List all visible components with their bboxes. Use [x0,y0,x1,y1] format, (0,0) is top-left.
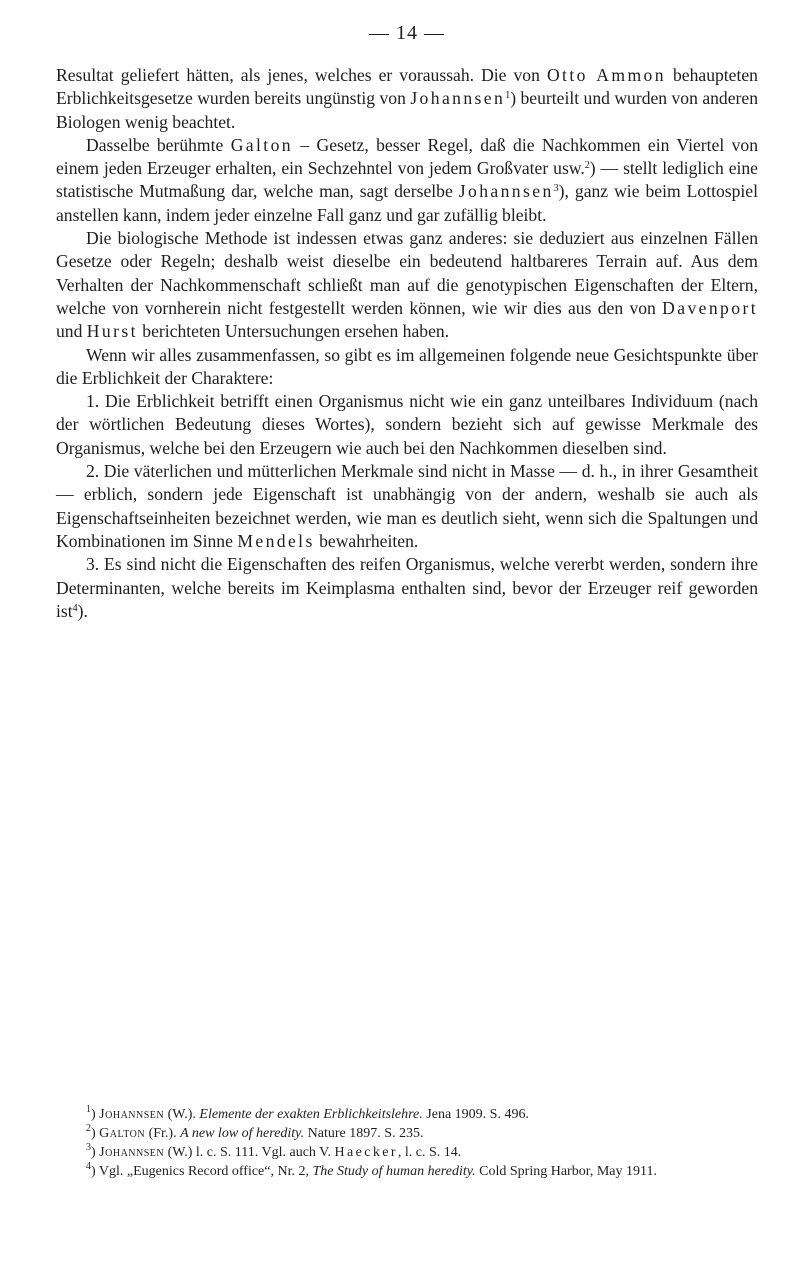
footnote [56,1143,758,1162]
text-run: Wenn wir alles zusammenfassen, so gibt es im allgemeinen folgende neue Gesichtspunkte über die Erblichkeit der Charaktere: [56,344,758,388]
text-run: 3. Es sind nicht die Eigenschaften des reifen Organismus, welche vererbt werden, sondern ihre Determinanten, welche bereits im Keimplasma enthalten sind, bevor der Erzeuger reif geworden ist [56,554,758,621]
footnote-marker: 4 [72,602,78,614]
body-text [56,64,758,623]
spaced-name: Johannsen [458,181,554,202]
text-run: ) — stellt lediglich eine statistische Mutmaßung dar, welche man, sagt derselbe [56,158,758,202]
paragraph [56,390,758,460]
text-run: und [56,321,87,342]
paragraph [56,227,758,343]
spaced-name: Davenport [662,297,758,318]
page-number: — 14 — [369,22,445,44]
text-run: Cold Spring Harbor, May 1911. [475,1164,657,1179]
text-run: , l. c. S. 14. [397,1145,462,1160]
footnote [56,1105,758,1124]
text-run: Nature 1897. S. 235. [304,1126,424,1141]
text-run: Jena 1909. S. 496. [422,1107,529,1122]
text-run: bewahrheiten. [314,530,419,551]
text-run: (W.). [164,1107,200,1122]
footnote-marker: 2 [86,1123,91,1134]
paragraph [56,553,758,623]
text-run: ). [77,600,88,621]
footnote-marker: 1 [86,1104,91,1115]
spaced-name: Mendels [237,530,315,551]
spaced-name: Haecker [334,1145,398,1160]
text-run: (W.) l. c. S. 111. Vgl. auch V. [164,1145,335,1160]
text-run: Die biologische Methode ist indessen etwas ganz anderes: sie deduziert aus einzelnen Fällen Gesetze oder Regeln; deshalb weist dieselbe ein bedeutend haltbareres Terrain auf. Aus dem Verhalten der Nachkommenschaft schließt man auf die genotypischen Eigenschaften der Eltern, welche von vornherein nicht festgestellt werden können, wie wir dies aus den von [56,228,758,318]
footnote-marker: 4 [86,1161,91,1172]
text-run: ), ganz wie beim Lottospiel anstellen kann, indem jeder einzelne Fall ganz und gar zufällig bleibt. [56,181,758,225]
paragraph [56,344,758,391]
author-name: Johannsen [99,1107,165,1122]
author-name: Galton [99,1126,146,1141]
text-run: ) beurteilt und wurden von anderen Biologen wenig beachtet. [56,88,758,132]
text-run: ) [91,1107,100,1122]
text-run: behaupteten Erblichkeitsgesetze wurden bereits ungünstig von [56,65,758,109]
spaced-name: Otto Ammon [546,65,666,85]
spaced-name: Hurst [86,321,138,342]
spaced-name: Johannsen [410,88,506,109]
paragraph [56,134,758,227]
work-title: The Study of human heredity. [312,1164,476,1179]
text-run: (Fr.). [145,1126,181,1141]
text-run: – Gesetz, besser Regel, daß die Nachkommen ein Viertel von einem jeden Erzeuger erhalten, ein Sechzehntel von jedem Großvater usw. [56,134,759,179]
text-run: Dasselbe berühmte [86,134,231,155]
author-name: Johannsen [99,1145,165,1160]
footnote-marker: 1 [505,90,511,102]
text-run: Resultat geliefert hätten, als jenes, welches er voraussah. Die von [56,65,547,85]
footnote-marker: 3 [86,1142,91,1153]
footnote-marker: 3 [553,183,559,195]
footnote-marker: 2 [584,160,590,172]
footnotes [56,1105,758,1181]
text-run: ) [91,1145,100,1160]
paragraph [56,64,758,134]
work-title: Elemente der exakten Erblichkeitslehre. [199,1107,423,1122]
text-run: 2. Die väterlichen und mütterlichen Merkmale sind nicht in Masse — d. h., in ihrer Gesamtheit — erblich, sondern jede Eigenschaft ist unabhängig von der andern, weshalb sie auch als Eigenschaftseinheiten bezeichnet werden, wie man es deutlich sieht, wenn sich die Spaltungen und Kombinationen im Sinne [56,461,758,551]
text-run: 1. Die Erblichkeit betrifft einen Organismus nicht wie ein ganz unteilbares Individuum (nach der wörtlichen Bedeutung dieses Wortes), sondern bezieht sich auf gewisse Merkmale des Organismus, welche bei den Erzeugern wie auch bei den Nachkommen dieselben sind. [56,391,758,458]
footnote [56,1162,758,1181]
paragraph [56,460,758,553]
text-run: ) Vgl. „Eugenics Record office“, Nr. 2, [91,1164,313,1179]
spaced-name: Galton [230,134,293,155]
text-run: berichteten Untersuchungen ersehen haben. [137,321,450,342]
footnote [56,1124,758,1143]
work-title: A new low of heredity. [180,1126,305,1141]
text-run: ) [91,1126,100,1141]
